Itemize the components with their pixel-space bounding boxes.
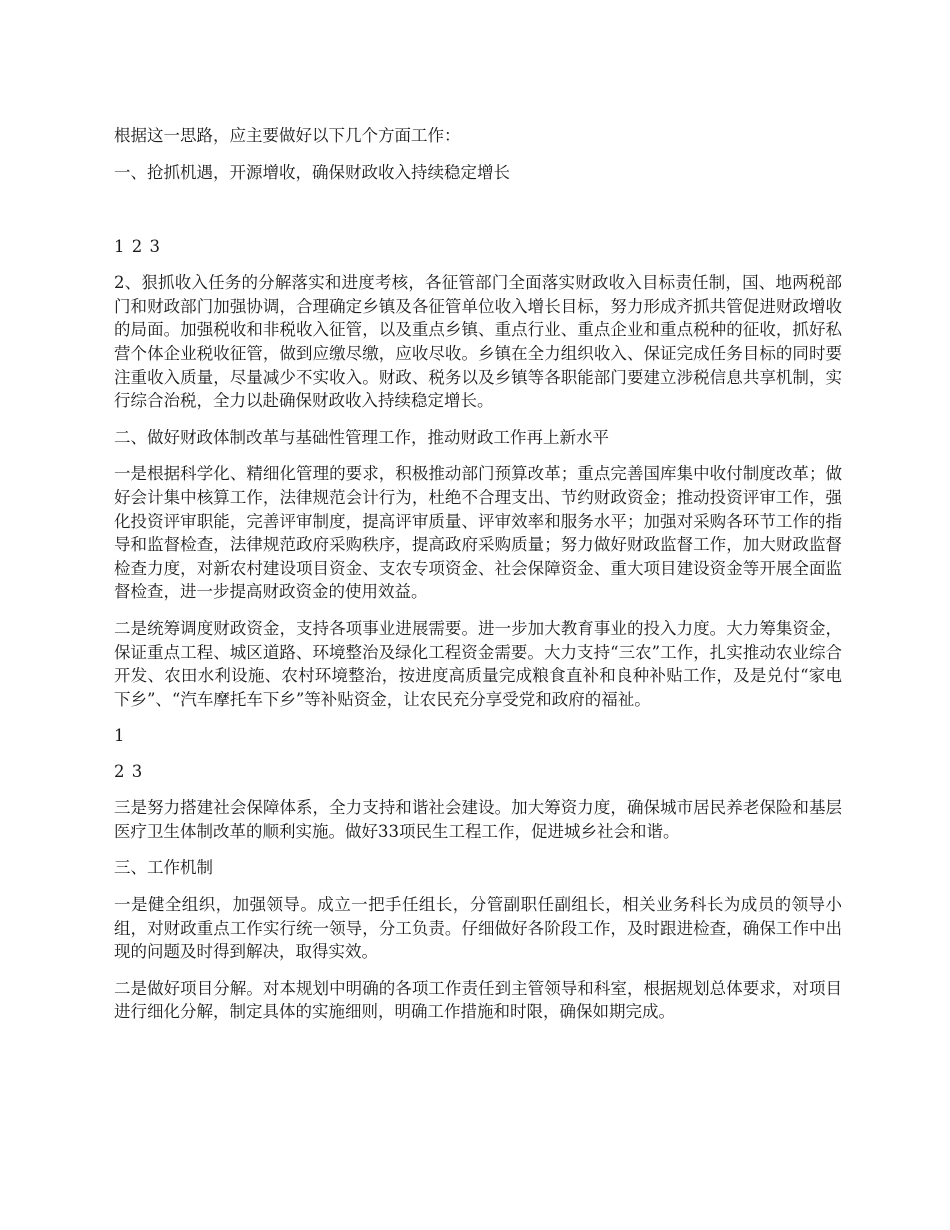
body-paragraph: 一是根据科学化、精细化管理的要求，积极推动部门预算改革；重点完善国库集中收付制度改革；做好会计集中核算工作，法律规范会计行为，杜绝不合理支出、节约财政资金；推动投资评审工作，强化投资评审职能，完善评审制度，提高评审质量、评审效率和服务水平；加强对采购各环节工作的指导和监督检查，法律规范政府采购秩序，提高政府采购质量；努力做好财政监督工作，加大财政监督检查力度，对新农村建设项目资金、支农专项资金、社会保障资金、重大项目建设资金等开展全面监督检查，进一步提高财政资金的使用效益。 — [114, 464, 842, 602]
body-paragraph: 三是努力搭建社会保障体系，全力支持和谐社会建设。加大筹资力度，确保城市居民养老保险和基层医疗卫生体制改革的顺利实施。做好33项民生工程工作，促进城乡社会和谐。 — [114, 798, 842, 841]
section-heading-2: 二、做好财政体制改革与基础性管理工作，推动财政工作再上新水平 — [114, 427, 609, 447]
body-paragraph: 一是健全组织，加强领导。成立一把手任组长，分管副职任副组长，相关业务科长为成员的领导小组，对财政重点工作实行统一领导，分工负责。仔细做好各阶段工作，及时跟进检查，确保工作中出现的问题及时得到解决，取得实效。 — [114, 895, 842, 962]
page-marker: 2 3 — [114, 762, 144, 782]
section-heading-1: 一、抢抓机遇，开源增收，确保财政收入持续稳定增长 — [114, 162, 510, 182]
blank-space — [114, 197, 842, 235]
page-marker: 1 2 3 — [114, 237, 161, 257]
intro-paragraph: 根据这一思路，应主要做好以下几个方面工作： — [114, 126, 461, 145]
document-body — [114, 124, 842, 1037]
section-heading-3: 三、工作机制 — [114, 858, 213, 878]
body-paragraph: 二是做好项目分解。对本规划中明确的各项工作责任到主管领导和科室，根据规划总体要求，对项目进行细化分解，制定具体的实施细则，明确工作措施和时限，确保如期完成。 — [114, 978, 842, 1022]
body-paragraph: 2、狠抓收入任务的分解落实和进度考核，各征管部门全面落实财政收入目标责任制，国、地两税部门和财政部门加强协调，合理确定乡镇及各征管单位收入增长目标，努力形成齐抓共管促进财政增收的局面。加强税收和非税收入征管，以及重点乡镇、重点行业、重点企业和重点税种的征收，抓好私营个体企业税收征管，做到应缴尽缴，应收尽收。乡镇在全力组织收入、保证完成任务目标的同时要注重收入质量，尽量减少不实收入。财政、税务以及乡镇等各职能部门要建立涉税信息共享机制，实行综合治税，全力以赴确保财政收入持续稳定增长。 — [114, 273, 842, 411]
body-paragraph: 二是统筹调度财政资金，支持各项事业进展需要。进一步加大教育事业的投入力度。大力筹集资金，保证重点工程、城区道路、环境整治及绿化工程资金需要。大力支持“三农”工作，扎实推动农业综合开发、农田水利设施、农村环境整治，按进度高质量完成粮食直补和良种补贴工作，及是兑付“家电下乡”、“汽车摩托车下乡”等补贴资金，让农民充分享受党和政府的福祉。 — [114, 618, 842, 709]
page-marker: 1 — [114, 726, 126, 746]
